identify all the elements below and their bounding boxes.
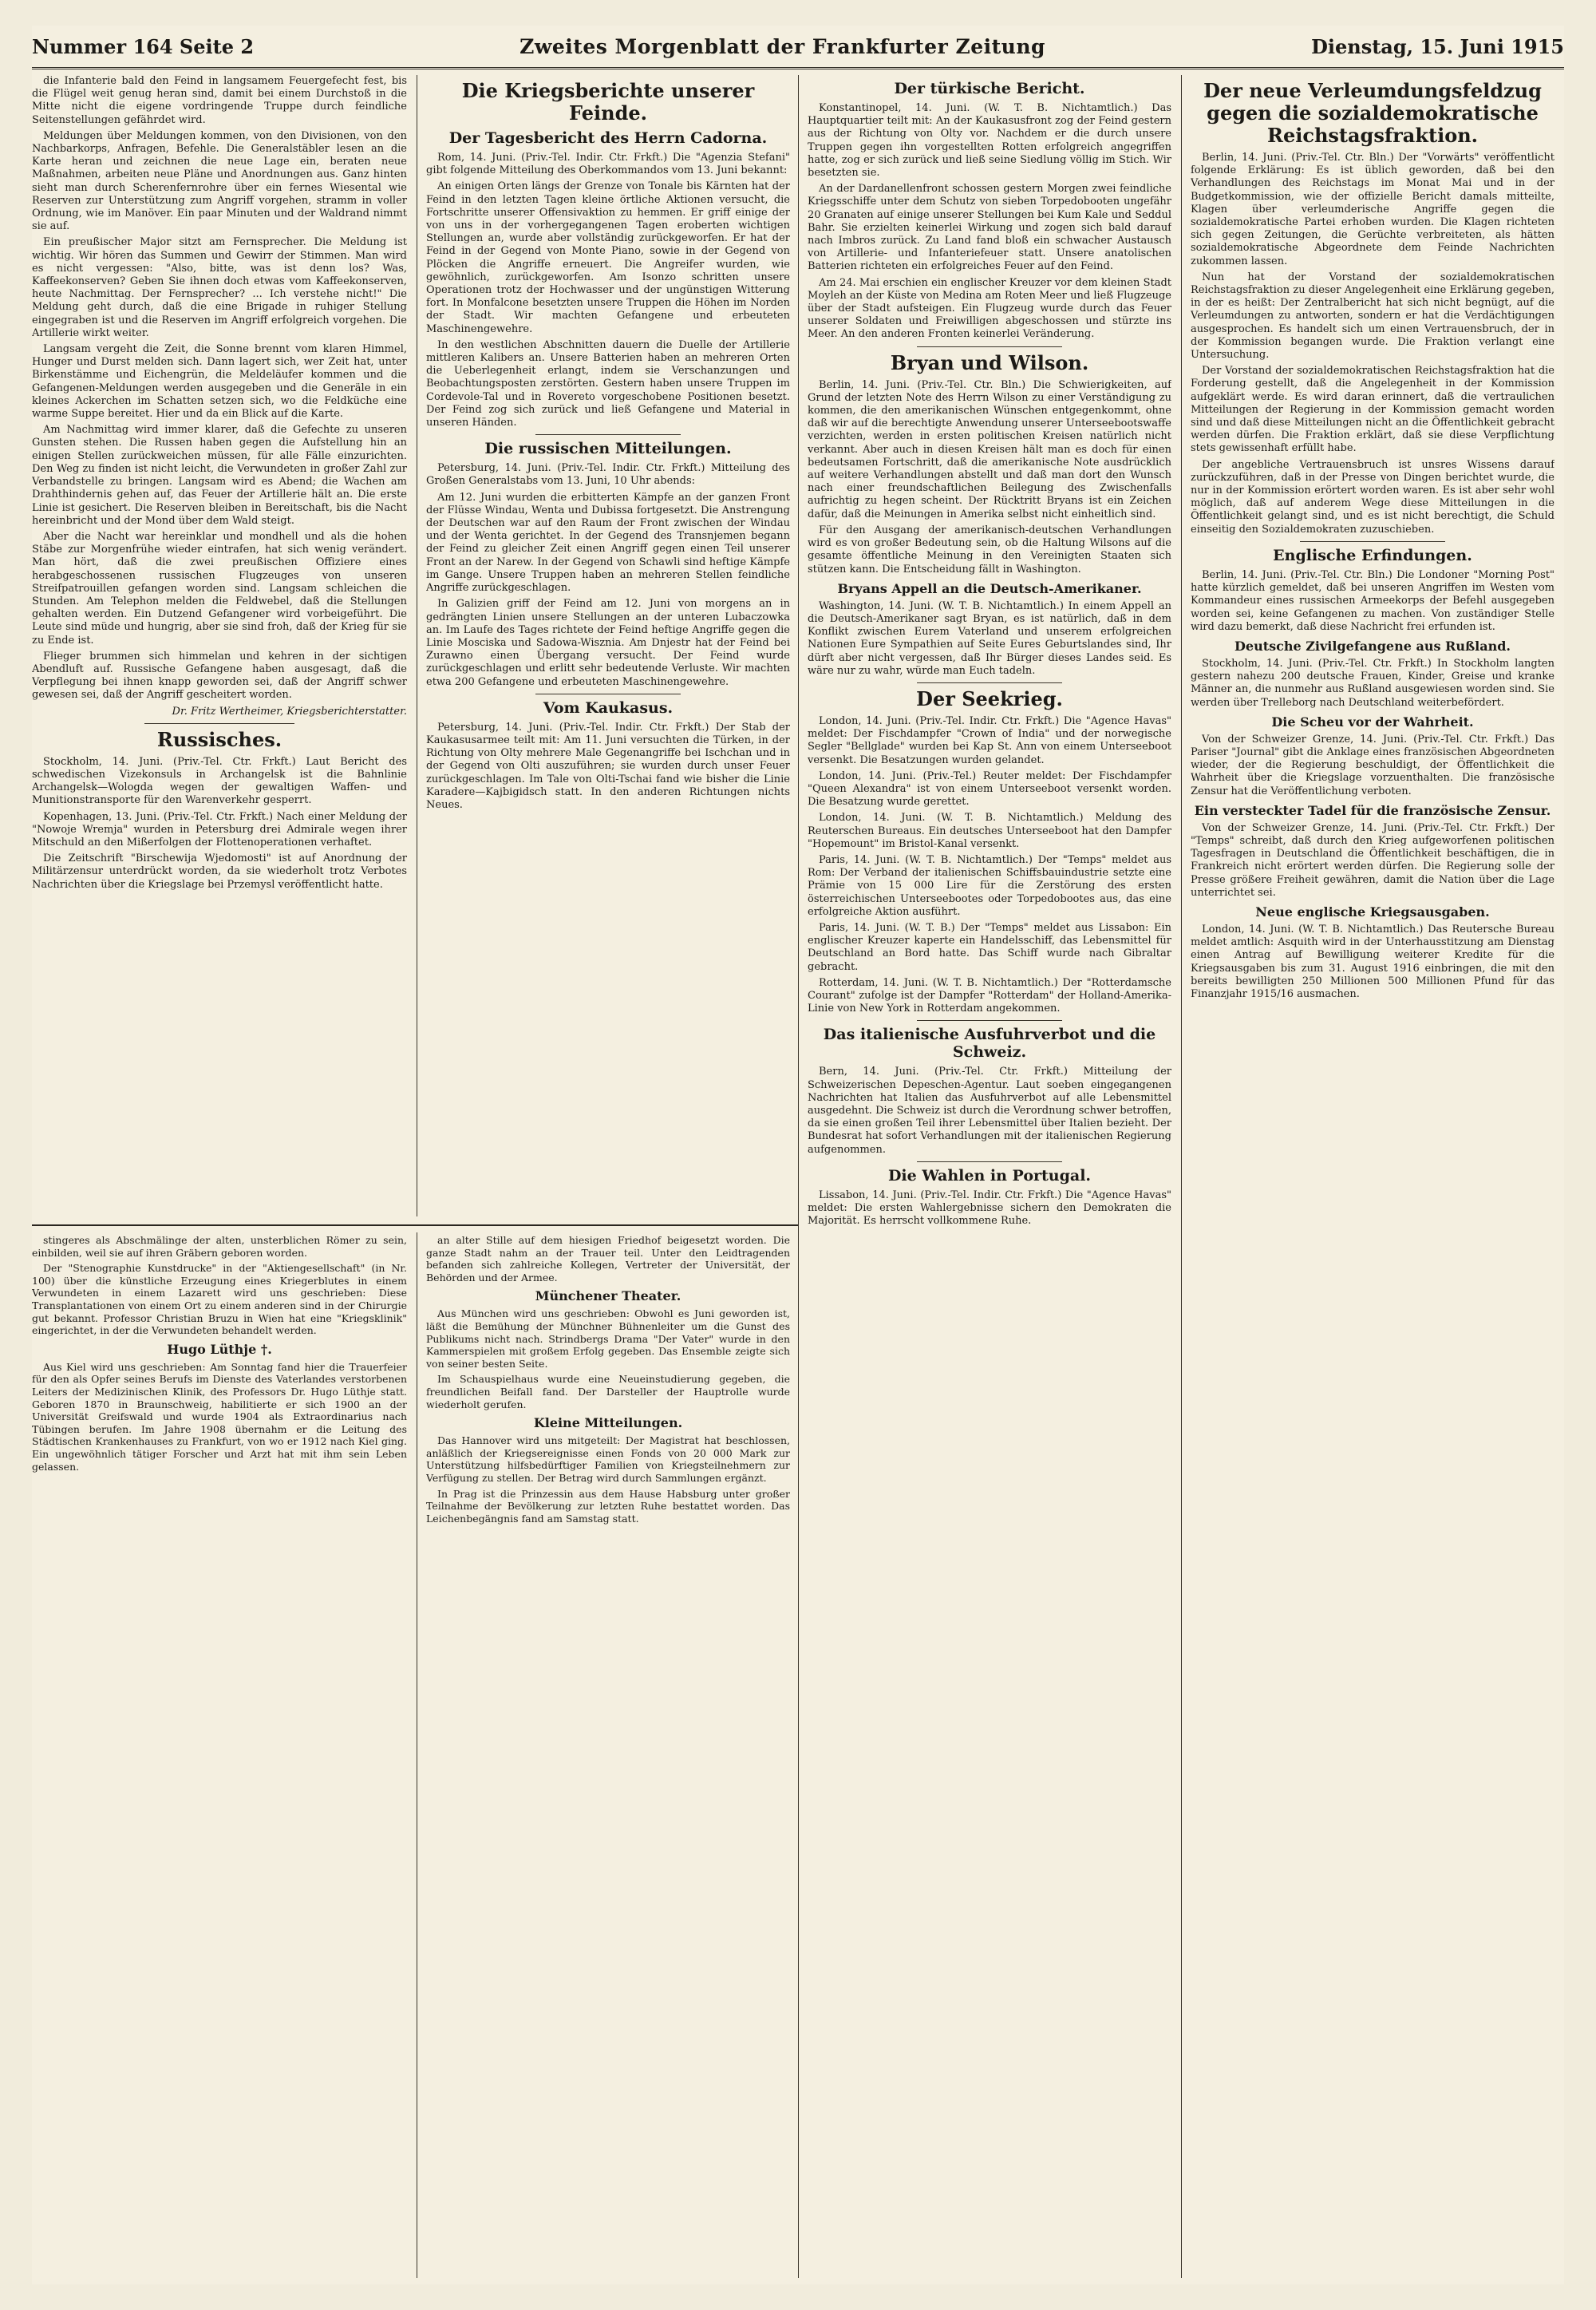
article-heading: Bryans Appell an die Deutsch-Amerikaner. — [837, 580, 1142, 596]
news-item: An der Dardanellenfront schossen gestern Morgen zwei feindliche Kriegsschiffe unter dem Schutz von sieben Torpedobooten ungefähr 20 Granaten auf einige unserer Stellungen bei Kum Kale und Seddul Bahr. Sie erzielten keinerlei Wirkung und zogen sich bald darauf nach Imbros zurück. Zu Land fand bloß ein schwacher Austausch von Artillerie- und Infanteriefeuer statt. Unsere anatolischen Batterien richteten ein erfolgreiches Feuer auf den Feind. — [808, 183, 1171, 273]
article-heading: Vom Kaukasus. — [543, 698, 674, 717]
separator — [917, 346, 1062, 347]
article-paragraph: An einigen Orten längs der Grenze von Tonale bis Kärnten hat der Feind in den letzten Tagen kleine örtliche Aktionen versucht, die Fortschritte unserer Offensivaktion zu hemmen. Er griff einige der von uns in der vorhergegangenen Tagen eroberten wichtigen Stellungen an, wurde aber vollständig zurückgeworfen. Er hat der Feind in der Gegend von Monte Piano, sowie in der Gegend von Plöcken die Angriffe erneuert. Die Angreifer wurden, wie gewöhnlich, zurückgeworfen. Am Isonzo schritten unsere Operationen trotz der Hochwasser und der ungünstigen Witterung fort. In Monfalcone besetzten unsere Truppen die Höhen im Norden der Stadt. Wir machten Gefangene und erbeuteten Maschinengewehre. — [426, 180, 790, 335]
news-item: Rotterdam, 14. Juni. (W. T. B. Nichtamtlich.) Der "Rotterdamsche Courant" zufolge ist der Dampfer "Rotterdam" der Holland-Amerika-Linie von New York in Rotterdam angekommen. — [808, 976, 1171, 1015]
separator — [144, 723, 294, 724]
article-paragraph: In Prag ist die Prinzessin aus dem Hause Habsburg unter großer Teilnahme der Bevölkerung zur letzten Ruhe bestattet worden. Das Leichenbegängnis fand am Samstag statt. — [426, 1487, 790, 1525]
section-heading: Die Kriegsberichte unserer Feinde. — [461, 79, 755, 125]
article-heading: Das italienische Ausfuhrverbot und die Schweiz. — [823, 1026, 1156, 1062]
article-heading: Kleine Mitteilungen. — [533, 1415, 683, 1431]
news-item: Konstantinopel, 14. Juni. (W. T. B. Nichtamtlich.) Das Hauptquartier teilt mit: An der Kaukasusfront zog der Feind gestern aus der Richtung von Olty vor. Nachdem er die durch unsere Truppen gegen ihn vorgestellten Rotten erfolgreich angegriffen hatte, zog er sich zurück und ließ seine Siedlung völlig im Stich. Wir besetzten sie. — [808, 102, 1171, 180]
column-rule — [1181, 75, 1182, 2278]
article-paragraph: Nun hat der Vorstand der sozialdemokratischen Reichstagsfraktion zu dieser Angelegenheit eine Erklärung gegeben, in der es heißt: Der Zentralbericht hat sich nicht begnügt, auf die Verleumdungen zu antworten, sondern er hat die Verdächtigungen ausgesprochen. Es handelt sich um einen Vertrauensbruch, der in der Kommission begangen wurde. Die Fraktion verlangt eine Untersuchung. — [1191, 271, 1555, 362]
feuilleton-column-1 — [32, 1234, 407, 2272]
column-rule — [798, 75, 799, 2278]
news-item: Stockholm, 14. Juni. (Priv.-Tel. Ctr. Frkft.) Laut Bericht des schwedischen Vizekonsuls in Archangelsk ist die Bahnlinie Archangelsk—Wologda wegen der gewaltigen Waffen- und Munitionstransporte für den Warenverkehr gesperrt. — [32, 755, 407, 807]
article-heading: Neue englische Kriegsausgaben. — [1255, 904, 1490, 920]
news-item: London, 14. Juni. (Priv.-Tel.) Reuter meldet: Der Fischdampfer "Queen Alexandra" ist von einem Unterseeboot versenkt worden. Die Besatzung wurde gerettet. — [808, 769, 1171, 809]
feuilleton-rule — [32, 1224, 798, 1226]
news-item: London, 14. Juni. (W. T. B. Nichtamtlich.) Meldung des Reuterschen Bureaus. Ein deutsches Unterseeboot hat den Dampfer "Hopemount" im Bristol-Kanal versenkt. — [808, 812, 1171, 850]
news-item: Lissabon, 14. Juni. (Priv.-Tel. Indir. Ctr. Frkft.) Die "Agence Havas" meldet: Die ersten Wahlergebnisse sichern den Demokraten die Majorität. Es herrscht vollkommene Ruhe. — [808, 1189, 1171, 1228]
article-heading: Deutsche Zivilgefangene aus Rußland. — [1235, 638, 1511, 654]
article-paragraph: Am 12. Juni wurden die erbitterten Kämpfe an der ganzen Front der Flüsse Windau, Wenta und Dubissa fortgesetzt. Die Anstrengung der Deutschen war auf den Raum der Front zwischen der Windau und der Wenta gerichtet. In der Gegend des Transnjemen begann der Feind zu gleicher Zeit einen Angriff gegen einen Teil unserer Front an der Narew. In der Gegend von Schawli sind heftige Kämpfe im Gange. Unsere Truppen haben an mehreren Stellen feindliche Angriffe zurückgeschlagen. — [426, 491, 790, 595]
article-heading: Hugo Lüthje †. — [167, 1341, 272, 1357]
news-item: Petersburg, 14. Juni. (Priv.-Tel. Indir. Ctr. Frkft.) Mitteilung des Großen Generalstabs vom 13. Juni, 10 Uhr abends: — [426, 462, 790, 488]
news-item: Paris, 14. Juni. (W. T. B.) Der "Temps" meldet aus Lissabon: Ein englischer Kreuzer kaperte ein Handelsschiff, das Lebensmittel für Deutschland an Bord hatte. Das Schiff wurde nach Gibraltar gebracht. — [808, 921, 1171, 973]
news-item: London, 14. Juni. (Priv.-Tel. Indir. Ctr. Frkft.) Die "Agence Havas" meldet: Der Fischdampfer "Crown of India" und der norwegische Segler "Bellglade" wurden bei Kap St. Ann von einem Unterseeboot versenkt. Die Besatzungen wurden gelandet. — [808, 714, 1171, 766]
column-2 — [426, 75, 790, 1216]
article-heading: Münchener Theater. — [535, 1288, 681, 1304]
feuilleton-column-2 — [426, 1234, 790, 2272]
article-paragraph: Meldungen über Meldungen kommen, von den Divisionen, von den Nachbarkorps, Anfragen, Befehle. Die Generalstäbler lesen an die Karte heran und zeichnen die neue Lage ein, beraten neue Maßnahmen, arbeiten neue Pläne und Anordnungen aus. Ganz hinten sieht man durch Scherenfernrohre über ein fernes Wiesental wie Reserven zur Unterstützung zum Angriff vorgehen, stramm in voller Ordnung, wie im Manöver. Ein paar Minuten und der Waldrand nimmt sie auf. — [32, 129, 407, 233]
news-item: Von der Schweizer Grenze, 14. Juni. (Priv.-Tel. Ctr. Frkft.) Das Pariser "Journal" gibt die Anklage eines französischen Abgeordneten wieder, der die Regierung beschuldigt, der Öffentlichkeit die Wahrheit über die Kriegslage vorzuenthalten. Die französische Zensur hat die Veröffentlichung verboten. — [1191, 733, 1555, 797]
article-heading: Der Tagesbericht des Herrn Cadorna. — [448, 129, 768, 147]
news-item: Paris, 14. Juni. (W. T. B. Nichtamtlich.) Der "Temps" meldet aus Rom: Der Verband der italienischen Schiffsbauindustrie setzte eine Prämie von 15 000 Lire für die Zerstörung des ersten österreichischen Unterseebootes oder Torpedobootes aus, das eine erfolgreiche Aktion ausführt. — [808, 853, 1171, 918]
column-3 — [808, 75, 1171, 2278]
news-item: Berlin, 14. Juni. (Priv.-Tel. Ctr. Bln.) Der "Vorwärts" veröffentlicht folgende Erklärung: Es ist üblich geworden, daß bei den Verhandlungen des Reichstags im Monat Mai und in der Budgetkommission, wie der offizielle Bericht damals mitteilte, Klagen über verleumderische Angriffe gegen die sozialdemokratische Partei erhoben wurden. Die Klagen richteten sich gegen Zeitungen, die Gerüchte verbreiteten, als hätten sozialdemokratische Abgeordnete dem Feinde Nachrichten zukommen lassen. — [1191, 152, 1555, 267]
article-paragraph: die Infanterie bald den Feind in langsamem Feuergefecht fest, bis die Flügel weit genug heran sind, damit bei einem Durchstoß in die Mitte nicht die eigene vordringende Truppe durch feindliche Seitenstellungen gefährdet wird. — [32, 75, 407, 126]
article-paragraph: In den westlichen Abschnitten dauern die Duelle der Artillerie mittleren Kalibers an. Unsere Batterien haben an mehreren Orten die Ueberlegenheit erlangt, indem sie Verschanzungen und Beobachtungsposten zerstörten. Gestern haben unsere Truppen im Cordevole-Tal und in Rovereto vorgeschobene Positionen besetzt. Der Feind zog sich zurück und ließ Gefangene und Material in unseren Händen. — [426, 338, 790, 429]
news-item: Am 24. Mai erschien ein englischer Kreuzer vor dem kleinen Stadt Moyleh an der Küste von Medina am Roten Meer und ließ Flugzeuge über der Stadt aufsteigen. Ein Flugzeug wurde durch das Feuer unserer Soldaten und Freiwilligen abgeschossen und stürzte ins Meer. An den anderen Fronten keinerlei Veränderung. — [808, 276, 1171, 341]
article-paragraph: Der angebliche Vertrauensbruch ist unsres Wissens darauf zurückzuführen, daß in der Presse von Dingen berichtet wurde, die nur in der Kommission erörtert worden waren. Es ist aber sehr wohl möglich, daß auf anderem Wege diese Mitteilungen in die Öffentlichkeit gelangt sind, und es ist nicht berechtigt, die Schuld einseitig den Sozialdemokraten zuzuschieben. — [1191, 458, 1555, 536]
news-item: Rom, 14. Juni. (Priv.-Tel. Indir. Ctr. Frkft.) Die "Agenzia Stefani" gibt folgende Mitteilung des Oberkommandos vom 13. Juni bekannt: — [426, 152, 790, 177]
newspaper-title: Zweites Morgenblatt der Frankfurter Zeitung — [519, 34, 1045, 58]
article-paragraph: In Galizien griff der Feind am 12. Juni von morgens an in gedrängten Linien unsere Stellungen an der unteren Lubaczowka an. Im Laufe des Tages richtete der Feind heftige Angriffe gegen die Linie Mosciska und Sadowa-Wisznia. Am Dnjestr hat der Feind bei Zurawno einen Übergang versucht. Der Feind wurde zurückgeschlagen und erlitt sehr bedeutende Verluste. Wir machten etwa 200 Gefangene und erbeuteten Maschinengewehre. — [426, 598, 790, 688]
separator — [917, 682, 1062, 683]
article-paragraph: Das Hannover wird uns mitgeteilt: Der Magistrat hat beschlossen, anläßlich der Kriegsereignisse einen Fonds von 20 000 Mark zur Unterstützung hilfsbedürftiger Familien von Kriegsteilnehmern zur Verfügung zu stellen. Der Betrag wird durch Sammlungen ergänzt. — [426, 1434, 790, 1484]
section-heading: Der Seekrieg. — [916, 686, 1063, 710]
article-paragraph: Für den Ausgang der amerikanisch-deutschen Verhandlungen wird es von großer Bedeutung sein, ob die Haltung Wilsons auf die gesamte öffentliche Meinung in den Vereinigten Staaten sich stützen kann. Die Entscheidung fällt in Washington. — [808, 524, 1171, 576]
author-byline: Dr. Fritz Wertheimer, Kriegsberichterstatter. — [172, 705, 407, 718]
column-1 — [32, 75, 407, 1216]
article-heading: Die russischen Mitteilungen. — [484, 440, 732, 458]
separator — [917, 1161, 1062, 1162]
news-item: Petersburg, 14. Juni. (Priv.-Tel. Indir. Ctr. Frkft.) Der Stab der Kaukasusarmee teilt mit: Am 11. Juni versuchten die Türken, in der Richtung von Olty mehrere Male Gegenangriffe bei Ischchan und in der Gegend von Olti auszuführen; sie wurden durch unser Feuer zurückgeschlagen. Im Tale von Olti-Tschai fand wie bisher die Linie Karadere—Kajbigidsch statt. In den anderen Richtungen nichts Neues. — [426, 721, 790, 811]
news-item: Von der Schweizer Grenze, 14. Juni. (Priv.-Tel. Ctr. Frkft.) Der "Temps" schreibt, daß durch den Krieg aufgeworfenen politischen Tagesfragen in Deutschland die Öffentlichkeit beschäftigen, die in Frankreich nicht erörtert werden dürfen. Die Regierung solle der Presse größere Freiheit gewähren, damit die Nation über die Lage unterrichtet sei. — [1191, 821, 1555, 899]
article-paragraph: Der "Stenographie Kunstdrucke" in der "Aktiengesellschaft" (in Nr. 100) über die künstliche Erzeugung eines Kriegerblutes in einem Verwundeten in einem Lazarett wird uns geschrieben: Diese Transplantationen von einem Ort zu einem anderen sind in der Chirurgie gut bekannt. Professor Christian Bruzu in Wien hat eine "Kriegsklinik" eingerichtet, in der die Verwundeten behandelt werden. — [32, 1262, 407, 1337]
article-heading: Die Scheu vor der Wahrheit. — [1271, 714, 1474, 730]
news-item: Berlin, 14. Juni. (Priv.-Tel. Ctr. Bln.) Die Londoner "Morning Post" hatte kürzlich gemeldet, daß bei unseren Angriffen im Westen vom Kommandeur eines russischen Armeekorps der Befehl ausgegeben worden sei, keine Gefangenen zu machen. Von zuständiger Stelle wird dazu bemerkt, daß diese Nachricht frei erfunden ist. — [1191, 568, 1555, 633]
article-paragraph: Flieger brummen sich himmelan und kehren in der sichtigen Abendluft auf. Russische Gefangene haben ausgesagt, daß die Verpflegung bei ihnen knapp geworden sei, daß der Angriff schwer gewesen sei, daß der Angriff gescheitert worden. — [32, 650, 407, 702]
article-heading: Die Wahlen in Portugal. — [887, 1166, 1092, 1185]
article-paragraph: an alter Stille auf dem hiesigen Friedhof beigesetzt worden. Die ganze Stadt nahm an der Trauer teil. Unter den Leidtragenden befanden sich zahlreiche Kollegen, Vertreter der Universität, der Behörden und der Armee. — [426, 1234, 790, 1284]
article-paragraph: Im Schauspielhaus wurde eine Neueinstudierung gegeben, die freundlichen Beifall fand. Der Darsteller der Hauptrolle wurde wiederholt gerufen. — [426, 1373, 790, 1410]
section-heading: Der neue Verleumdungsfeldzug gegen die sozialdemokratische Reichstagsfraktion. — [1203, 79, 1542, 147]
article-heading: Bryan und Wilson. — [890, 350, 1089, 374]
article-paragraph: Ein preußischer Major sitzt am Fernsprecher. Die Meldung ist wichtig. Wir hören das Summen und Gewirr der Stimmen. Man wird es nicht vergessen: "Also, bitte, was ist denn los? Was, Kaffeekonserven? Geben Sie ihnen doch etwas vom Kaffeekonserven, heute Nachmittag. Der Fernsprecher? ... Ich verstehe nicht!" Die Meldung geht durch, daß die eine Brigade in ruhiger Stellung eingegraben ist und die Reserven im Angriff erfolgreich vorgehen. Die Artillerie wirkt weiter. — [32, 236, 407, 339]
news-item: Bern, 14. Juni. (Priv.-Tel. Ctr. Frkft.) Mitteilung der Schweizerischen Depeschen-Agentur. Laut soeben eingegangenen Nachrichten hat Italien das Ausfuhrverbot auf alle Lebensmittel ausgedehnt. Die Schweiz ist durch die Verordnung schwer betroffen, da sie einen großen Teil ihrer Lebensmittel über Italien bezieht. Der Bundesrat hat sofort Verhandlungen mit der italienischen Regierung aufgenommen. — [808, 1066, 1171, 1156]
separator — [535, 434, 681, 435]
newspaper-page — [32, 26, 1564, 2284]
news-item: London, 14. Juni. (W. T. B. Nichtamtlich.) Das Reutersche Bureau meldet amtlich: Asquith wird in der Unterhausstitzung am Dienstag einen Antrag auf Bewilligung weiterer Kredite für die Kriegsausgaben bis zum 31. August 1916 einbringen, die mit den bereits bewilligten 250 Millionen 500 Millionen Pfund für das Finanzjahr 1915/16 ausmachen. — [1191, 923, 1555, 1000]
article-paragraph: Aus München wird uns geschrieben: Obwohl es Juni geworden ist, läßt die Bemühung der Münchner Bühnenleiter um die Gunst des Publikums nicht nach. Strindbergs Drama "Der Vater" wurde in den Kammerspielen mit großem Erfolg gegeben. Das Ensemble zeigte sich von seiner besten Seite. — [426, 1307, 790, 1370]
article-paragraph: Aus Kiel wird uns geschrieben: Am Sonntag fand hier die Trauerfeier für den als Opfer seines Berufs im Dienste des Vaterlandes verstorbenen Leiters der Medizinischen Klinik, des Professors Dr. Hugo Lüthje statt. Geboren 1870 in Braunschweig, habilitierte er sich 1900 an der Universität Greifswald und wurde 1904 als Extraordinarius nach Tübingen berufen. Im Jahre 1908 übernahm er die Leitung des Städtischen Krankenhauses zu Frankfurt, von wo er 1912 nach Kiel ging. Ein ungewöhnlich tätiger Forscher und Arzt hat mit ihm sein Leben gelassen. — [32, 1360, 407, 1473]
article-heading: Englische Erfindungen. — [1273, 546, 1472, 564]
article-paragraph: Aber die Nacht war hereinklar und mondhell und als die hohen Stäbe zur Morgenfrühe wieder eintrafen, hat sich wenig verändert. Man hört, daß die zwei preußischen Offiziere eines herabgeschossenen russischen Flugzeuges von unseren Streifpatrouillen gefangen worden sind. Langsam schleichen die Stunden. Am Telephon melden die Feldwebel, daß die Stellungen gehalten werden. Ein Dutzend Gefangener wird vorbeigeführt. Die Leute sind müde und hungrig, aber sie sind froh, daß der Krieg für sie zu Ende ist. — [32, 530, 407, 647]
news-item: Die Zeitschrift "Birschewija Wjedomosti" ist auf Anordnung der Militärzensur unterdrückt worden, da sie wiederholt trotz Verbotes Nachrichten über die Kriegslage bei Przemysl veröffentlicht hatte. — [32, 852, 407, 891]
article-paragraph: stingeres als Abschmälinge der alten, unsterblichen Römer zu sein, einbilden, weil sie auf ihren Gräbern geboren worden. — [32, 1234, 407, 1259]
news-item: Stockholm, 14. Juni. (Priv.-Tel. Ctr. Frkft.) In Stockholm langten gestern nahezu 200 deutsche Frauen, Kinder, Greise und kranke Männer an, die nunmehr aus Rußland ausgewiesen worden sind. Sie werden über Trelleborg nach Deutschland weiterbefördert. — [1191, 657, 1555, 709]
news-item: Kopenhagen, 13. Juni. (Priv.-Tel. Ctr. Frkft.) Nach einer Meldung der "Nowoje Wremja" wurden in Petersburg drei Admirale wegen ihrer Mitschuld an den Mißerfolgen der Flottenoperationen verhaftet. — [32, 810, 407, 848]
section-heading: Russisches. — [156, 727, 282, 751]
separator — [917, 1020, 1062, 1021]
issue-page-number: Nummer 164 Seite 2 — [32, 34, 255, 58]
news-item: Washington, 14. Juni. (W. T. B. Nichtamtlich.) In einem Appell an die Deutsch-Amerikaner sagt Bryan, es ist natürlich, daß in dem Konflikt zwischen Eurem Vaterland und unserem erfolgreichen Nationen Eure Sympathien auf Seite Eures Geburtslandes sind, Ihr dürft aber nicht vergessen, daß Ihr Bürger dieses Landes seid. Es wäre nur zu wahr, würde man Euch tadeln. — [808, 599, 1171, 677]
article-paragraph: Am Nachmittag wird immer klarer, daß die Gefechte zu unseren Gunsten stehen. Die Russen haben gegen die Aufstellung hin an einigen Stellen zurückweichen müssen, für alle Fälle einzurichten. Den Weg zu finden ist nicht leicht, die Verwundeten in großer Zahl zur Verbandstelle zu bringen. Langsam wird es Abend; die Wachen am Drahthindernis gehen auf, das Feuer der Artillerie hält an. Die erste Linie ist gesichert. Die Reserven bleiben in Bereitschaft, bis die Nacht hereinbricht und der Mond über dem Wald steigt. — [32, 424, 407, 527]
article-heading: Der türkische Bericht. — [894, 80, 1085, 97]
article-heading: Ein versteckter Tadel für die französische Zensur. — [1194, 802, 1551, 818]
masthead — [32, 26, 1564, 69]
article-paragraph: Der Vorstand der sozialdemokratischen Reichstagsfraktion hat die Forderung gestellt, daß die Angelegenheit in der Kommission aufgeklärt werde. Es wird daran erinnert, daß die vertraulichen Mitteilungen der Regierung in der Kommission gemacht worden sind und daß diese Mitteilungen nicht an die Öffentlichkeit gebracht werden dürfen. Die Fraktion erklärt, daß sie diese Verpflichtung stets gewissenhaft erfüllt habe. — [1191, 365, 1555, 455]
separator — [1300, 541, 1445, 542]
issue-date: Dienstag, 15. Juni 1915 — [1311, 34, 1564, 58]
column-4 — [1191, 75, 1555, 2278]
article-paragraph: Langsam vergeht die Zeit, die Sonne brennt vom klaren Himmel, Hunger und Durst melden sich. Dann lagert sich, wer Zeit hat, unter Birkenstämme und Eichengrün, die Meldeläufer kommen und die Gefangenen-Meldungen werden ausgegeben und die Generäle in ein kleines Ackerchen im Schatten setzen sich, wo die Feldküche eine warme Suppe bereitet. Hier und da ein Blick auf die Karte. — [32, 343, 407, 421]
news-item: Berlin, 14. Juni. (Priv.-Tel. Ctr. Bln.) Die Schwierigkeiten, auf Grund der letzten Note des Herrn Wilson zu einer Verständigung zu kommen, die den amerikanischen Wünschen entgegenkommt, ohne daß wir auf die berechtigte Anwendung unserer Unterseebootswaffe verzichten, werden in ersten politischen Kreisen natürlich nicht verkannt. Aber auch in diesen Kreisen hält man es doch für einen bedeutsamen Fortschritt, daß die amerikanische Note ausdrücklich auf weitere Verhandlungen abstellt und daß man dort den Wunsch nach einer freundschaftlichen Beilegung des Zwischenfalls aufrichtig zu hegen scheint. Der Rücktritt Bryans ist ein Zeichen dafür, daß die Meinungen in Amerika selbst nicht einheitlich sind. — [808, 378, 1171, 520]
